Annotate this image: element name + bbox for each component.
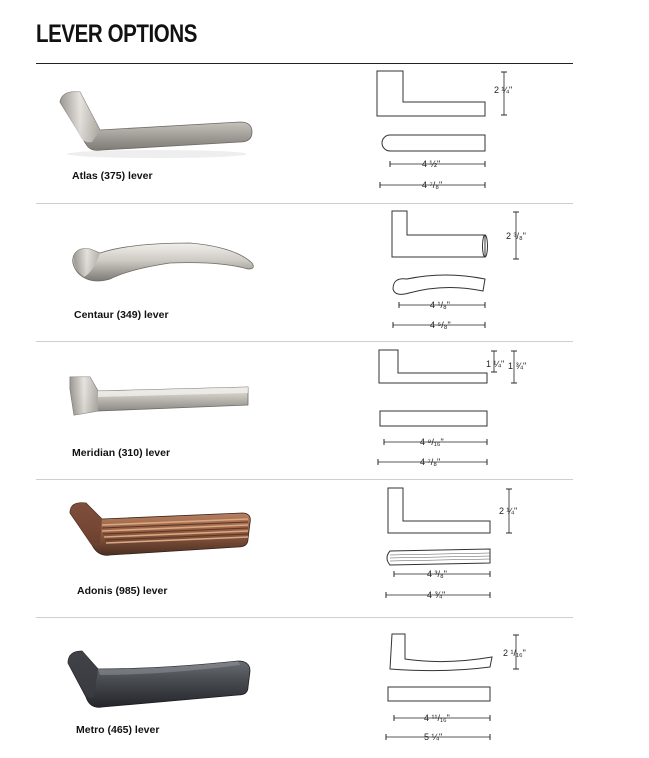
height-dimension: 2 ¹/₁₆" [503,648,526,658]
inner-length-dimension: 4 ½" [422,159,441,169]
atlas-dimension-drawing [360,66,540,196]
lever-row-metro [0,617,649,758]
overall-length-dimension: 4 ¾" [427,590,446,600]
inner-length-dimension: 4 ¹¹/₁₆" [424,713,450,723]
overall-length-dimension: 4 ⁵/₈" [430,320,451,330]
centaur-lever-photo [60,233,260,293]
overall-length-dimension: 5 ¼" [424,732,443,742]
lever-name: Atlas (375) lever [72,170,153,182]
height-dimension: 2 ¼" [494,85,513,95]
lever-row-adonis [0,479,649,617]
meridian-dimension-drawing [362,345,542,475]
inner-length-dimension: 4 ³/₈" [427,569,447,579]
adonis-dimension-drawing [368,483,543,613]
height-dimension: 1 ¾" [508,361,527,371]
atlas-lever-photo [52,82,262,162]
lever-row-meridian [0,341,649,479]
lever-name: Metro (465) lever [76,724,160,736]
lever-name: Adonis (985) lever [77,585,168,597]
lever-row-atlas [0,64,649,203]
height-dimension: 2 ³/₈" [506,231,526,241]
lever-name: Centaur (349) lever [74,309,169,321]
height-dimension: 2 ¼" [499,506,518,516]
inner-length-dimension: 4 ¹/₈" [430,300,450,310]
lever-row-centaur [0,203,649,341]
meridian-lever-photo [64,371,259,435]
adonis-lever-photo [62,495,257,565]
page-title: LEVER OPTIONS [36,20,197,48]
metro-dimension-drawing [370,629,545,757]
overall-length-dimension: 4 ⁷/₈" [422,180,443,190]
rose-dimension: 1 ¼" [486,359,505,369]
metro-lever-photo [62,647,257,715]
inner-length-dimension: 4 ⁹/₁₆" [420,437,444,447]
centaur-dimension-drawing [375,207,545,337]
lever-name: Meridian (310) lever [72,447,171,459]
overall-length-dimension: 4 ⁷/₈" [420,457,441,467]
